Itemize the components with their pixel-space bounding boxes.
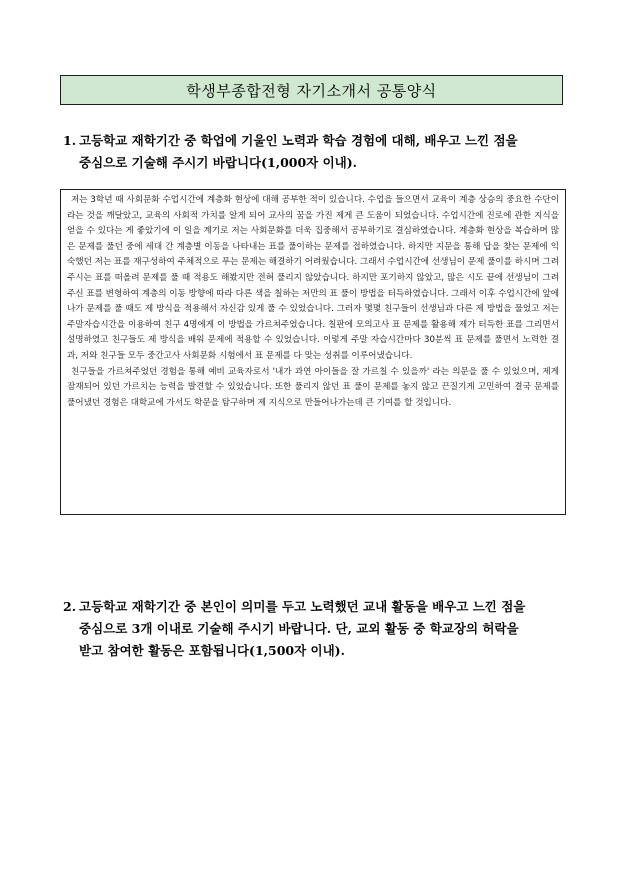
question-2-line-1: 고등학교 재학기간 중 본인이 의미를 두고 노력했던 교내 활동을 배우고 느낀 점을 bbox=[79, 599, 526, 614]
answer-1-paragraph-2: 친구들을 가르쳐주었던 경험을 통해 예비 교육자로서 '내가 과연 아이들을 잘 가르칠 수 있을까' 라는 의문을 풀 수 있었으며, 제게 잠재되어 있던 가르치는 능력을 발견할 수 있었습니다. 또한 풀리지 않던 표 풀이 문제를 놓지 않고 끈질기게 고민하여 결국 문제를 풀어냈던 경험은 대학교에 가서도 학문을 탐구하며 제 지식으로 만들어나가는데 큰 기여를 할 것입니다. bbox=[67, 366, 559, 408]
question-2-number: 2. bbox=[63, 599, 77, 614]
form-title: 학생부종합전형 자기소개서 공통양식 bbox=[186, 81, 437, 100]
form-title-box bbox=[60, 75, 563, 105]
question-2-line-3: 받고 참여한 활동은 포함됩니다(1,500자 이내). bbox=[79, 643, 345, 658]
answer-1-box[interactable] bbox=[60, 189, 566, 515]
question-2 bbox=[63, 596, 565, 662]
question-2-line-2: 중심으로 3개 이내로 기술해 주시기 바랍니다. 단, 교외 활동 중 학교장의 허락을 bbox=[79, 621, 519, 636]
question-1-line-2: 중심으로 기술해 주시기 바랍니다(1,000자 이내). bbox=[79, 155, 358, 170]
question-1 bbox=[63, 130, 565, 174]
question-1-line-1: 고등학교 재학기간 중 학업에 기울인 노력과 학습 경험에 대해, 배우고 느낀 점을 bbox=[79, 133, 518, 148]
answer-1-paragraph-1: 저는 3학년 때 사회문화 수업시간에 계층화 현상에 대해 공부한 적이 있습니다. 수업을 들으면서 교육이 계층 상승의 중요한 수단이라는 것을 깨달았고, 교육의 사회적 가치를 알게 되어 교사의 꿈을 가진 제게 큰 도움이 되었습니다. 수업시간에 진로에 관한 지식을 얻을 수 있다는 게 좋았기에 이 일을 계기로 저는 사회문화를 더욱 집중해서 공부하기로 결심하였습니다. 계층화 현상을 복습하며 많은 문제를 풀던 중에 세대 간 계층별 이동을 나타내는 표를 풀이하는 문제를 접하였습니다. 하지만 지문을 통해 답을 찾는 문제에 익숙했던 저는 표를 재구성하여 주체적으로 푸는 문제는 해결하기 어려웠습니다. 그래서 수업시간에 선생님이 문제 풀이를 하시며 그려주시는 표를 떠올려 문제를 풀 때 적용도 해봤지만 전혀 풀리지 않았습니다. 하지만 포기하지 않았고, 많은 시도 끝에 선생님이 그려주신 표를 변형하여 계층의 이동 방향에 따라 다른 색을 칠하는 저만의 표 풀이 방법을 터득하였습니다. 그래서 이후 수업시간에 앞에 나가 문제를 풀 때도 제 방식을 적용해서 자신감 있게 풀 수 있었습니다. 그러자 몇몇 친구들이 선생님과 다른 제 방법을 물었고 저는 주말자습시간을 이용하여 친구 4명에게 이 방법을 가르쳐주었습니다. 칠판에 모의고사 표 문제를 활용해 제가 터득한 표를 그리면서 설명하였고 친구들도 제 방식을 배워 문제에 적용할 수 있었습니다. 이렇게 주말 자습시간마다 30분씩 표 문제를 풀면서 노력한 결과, 저와 친구들 모두 중간고사 사회문화 시험에서 표 문제를 다 맞는 성취를 이루어냈습니다. bbox=[67, 195, 559, 361]
question-1-number: 1. bbox=[63, 133, 77, 148]
